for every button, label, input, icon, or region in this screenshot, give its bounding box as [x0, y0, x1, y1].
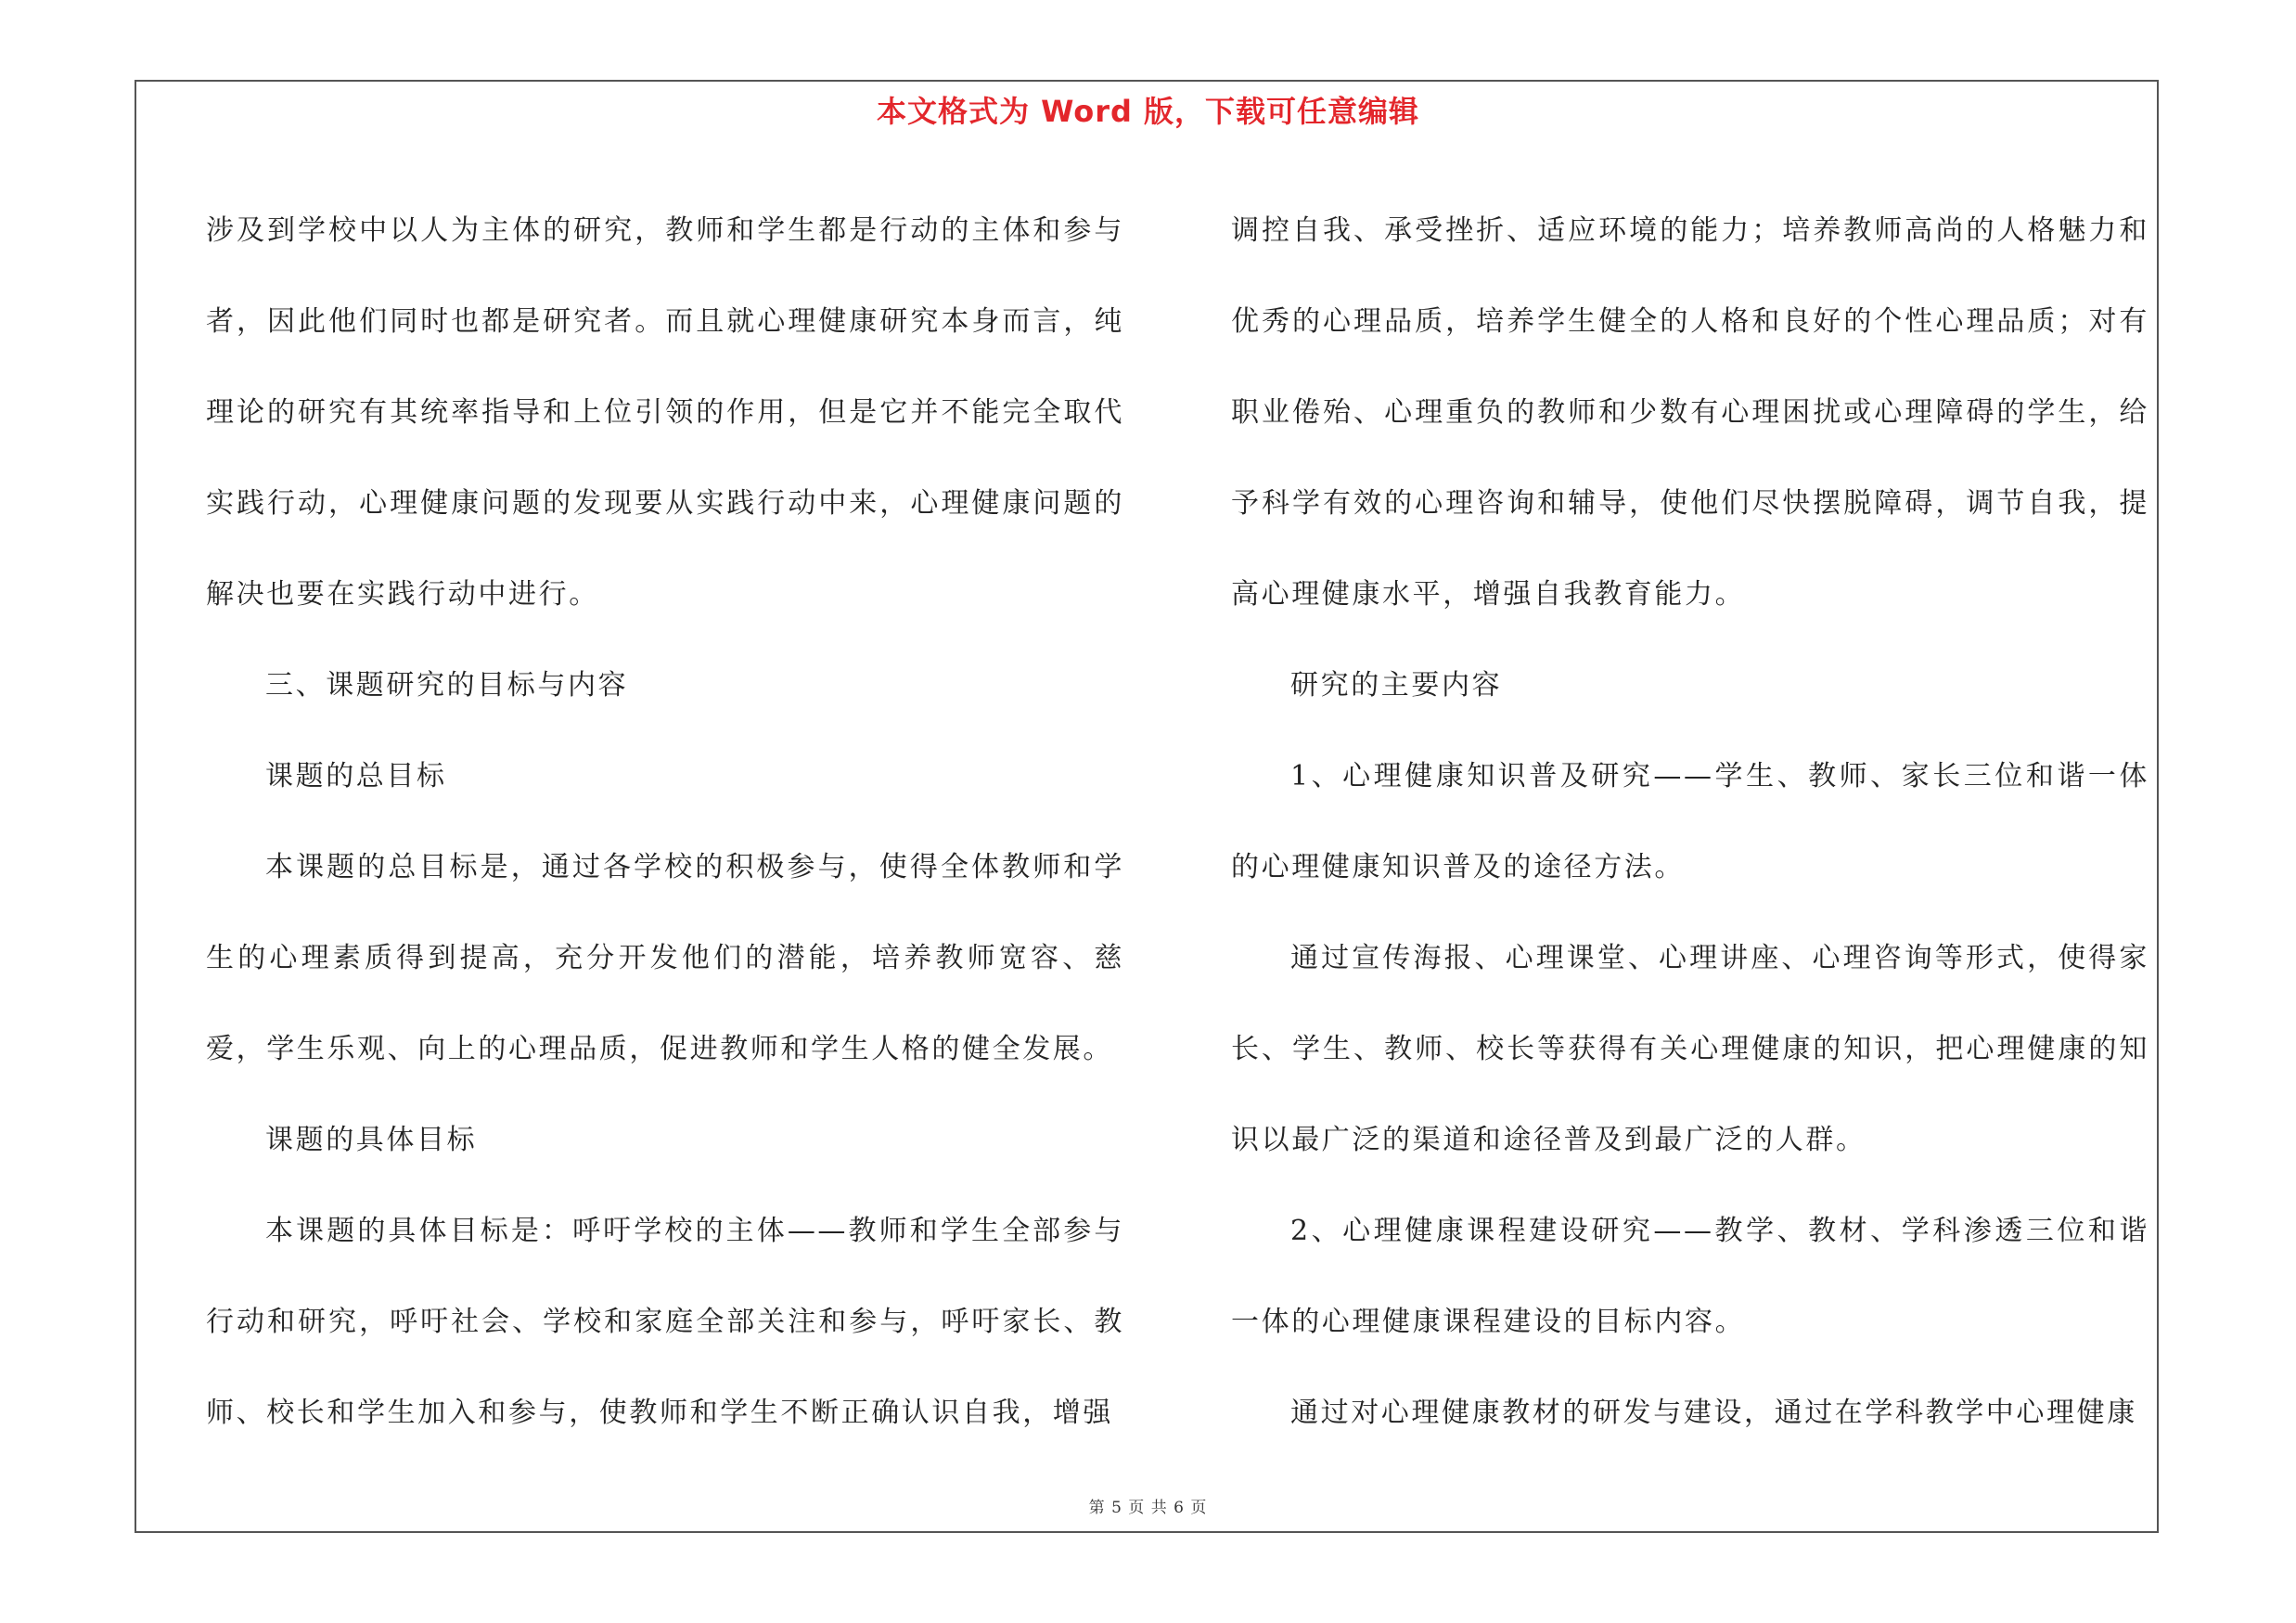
body-paragraph: 通过宣传海报、心理课堂、心理讲座、心理咨询等形式，使得家长、学生、教师、校长等获得有关心理健康的知识，把心理健康的知识以最广泛的渠道和途径普及到最广泛的人群。	[1231, 942, 2149, 1156]
body-paragraph: 调控自我、承受挫折、适应环境的能力；培养教师高尚的人格魅力和优秀的心理品质，培养学生健全的人格和良好的个性心理品质；对有职业倦殆、心理重负的教师和少数有心理困扰或心理障碍的学生，给予科学有效的心理咨询和辅导，使他们尽快摆脱障碍，调节自我，提高心理健康水平，增强自我教育能力。	[1231, 214, 2149, 611]
body-paragraph: 涉及到学校中以人为主体的研究，教师和学生都是行动的主体和参与者，因此他们同时也都是研究者。而且就心理健康研究本身而言，纯理论的研究有其统率指导和上位引领的作用，但是它并不能完全取代实践行动，心理健康问题的发现要从实践行动中来，心理健康问题的解决也要在实践行动中进行。	[206, 214, 1124, 611]
body-paragraph: 通过对心理健康教材的研发与建设，通过在学科教学中心理健康	[1290, 1397, 2137, 1429]
subsection-heading: 课题的具体目标	[265, 1124, 478, 1156]
document-banner: 本文格式为 Word 版，下载可任意编辑	[876, 94, 1420, 129]
body-paragraph: 本课题的总目标是，通过各学校的积极参与，使得全体教师和学生的心理素质得到提高，充分开发他们的潜能，培养教师宽容、慈爱，学生乐观、向上的心理品质，促进教师和学生人格的健全发展。	[206, 851, 1124, 1065]
subsection-heading: 课题的总目标	[265, 760, 447, 792]
left-column	[206, 186, 1124, 1459]
section-heading: 三、课题研究的目标与内容	[265, 669, 629, 702]
page-number: 第 5 页 共 6 页	[1088, 1499, 1208, 1517]
body-paragraph: 1、心理健康知识普及研究——学生、教师、家长三位和谐一体的心理健康知识普及的途径方法。	[1231, 760, 2149, 883]
body-paragraph: 2、心理健康课程建设研究——教学、教材、学科渗透三位和谐一体的心理健康课程建设的目标内容。	[1231, 1215, 2149, 1338]
body-paragraph: 本课题的具体目标是：呼吁学校的主体——教师和学生全部参与行动和研究，呼吁社会、学校和家庭全部关注和参与，呼吁家长、教师、校长和学生加入和参与，使教师和学生不断正确认识自我，增强	[206, 1215, 1124, 1429]
right-column	[1231, 186, 2149, 1459]
subsection-heading: 研究的主要内容	[1290, 669, 1503, 702]
